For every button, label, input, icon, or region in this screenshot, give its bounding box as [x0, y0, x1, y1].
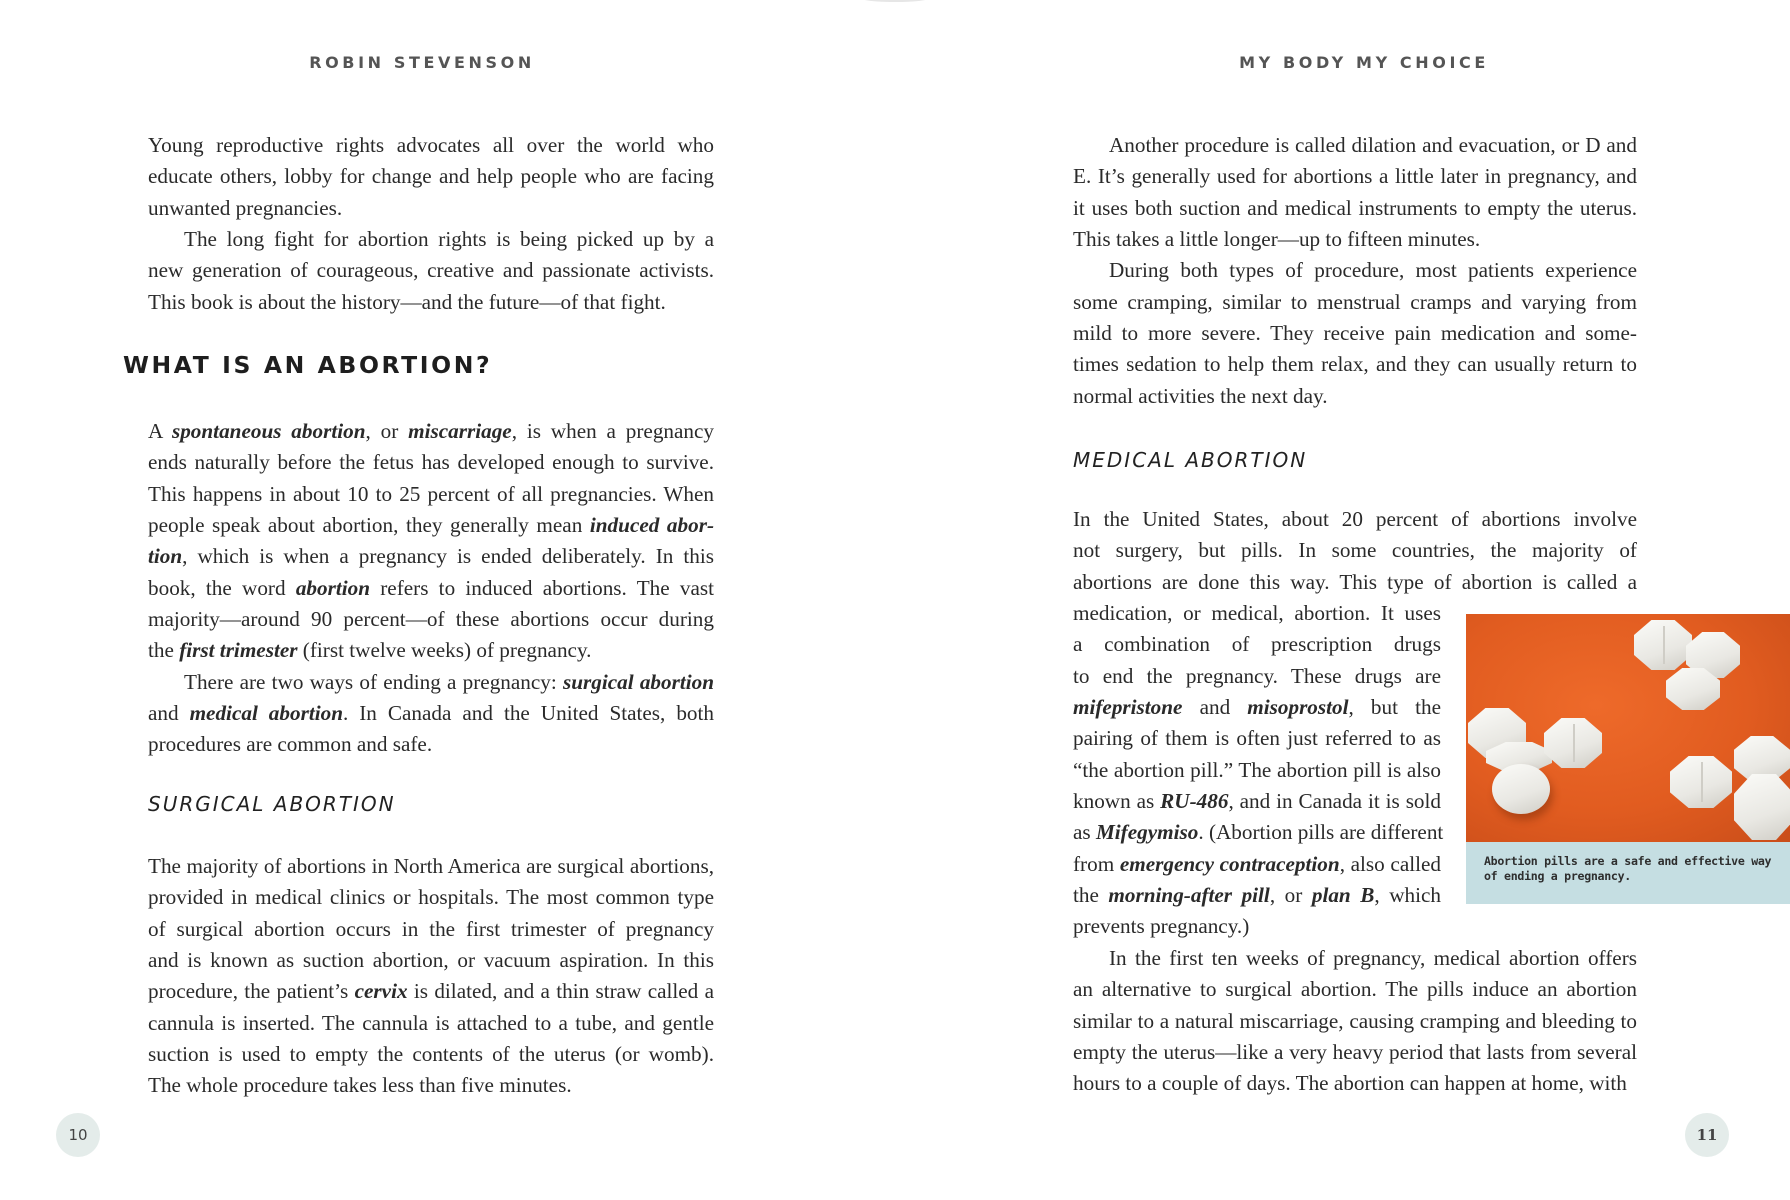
text-run: . In Canada and the United States, both: [342, 701, 714, 726]
emphasized-term: RU-486: [1160, 789, 1229, 814]
text-line: [148, 1039, 714, 1070]
text-run: and: [1182, 695, 1248, 720]
text-run: , which is when a pregnancy is ended deliberately. In this: [182, 544, 714, 569]
emphasized-term: morning-after pill: [1108, 883, 1270, 908]
emphasized-term: emergency contraception: [1119, 851, 1340, 876]
text-line: [1073, 161, 1637, 192]
text-line: [148, 416, 714, 447]
text-line: [148, 541, 714, 572]
text-line: [148, 635, 714, 666]
text-run: normal activities the next day.: [1073, 383, 1328, 408]
text-line: [1073, 974, 1637, 1005]
text-run: A: [148, 419, 172, 443]
page-number-left: 10: [56, 1113, 100, 1157]
text-line: [1073, 535, 1637, 566]
text-run: “the abortion pill.” The abortion pill is also: [1073, 757, 1441, 782]
text-line: [148, 479, 714, 510]
emphasized-term: induced abor-: [589, 513, 714, 538]
pill: [1734, 774, 1790, 840]
text-line: [1073, 755, 1441, 786]
text-run: This happens in about 10 to 25 percent of all pregnancies. When: [148, 481, 714, 506]
text-run: the: [148, 638, 180, 663]
text-line: [148, 976, 714, 1007]
emphasized-term: spontaneous abortion: [171, 419, 366, 443]
text-line: [1073, 692, 1441, 723]
text-run: majority—around 90 percent—of these abortions occur during: [148, 607, 714, 632]
book-spine-shadow: [860, 0, 930, 2]
text-run: abortions are done this way. This type of abortion is called a: [1073, 569, 1637, 594]
text-run: similar to a natural miscarriage, causing cramping and bleeding to: [1073, 1008, 1637, 1033]
text-line: [148, 573, 714, 604]
running-head-author: ROBIN STEVENSON: [309, 53, 535, 72]
text-line: [1073, 723, 1441, 754]
left-intro-text: [148, 130, 714, 318]
text-run: mild to more severe. They receive pain medication and some-: [1073, 321, 1637, 346]
text-run: suction is used to empty the contents of the uterus (or womb).: [148, 1042, 714, 1067]
text-run: This takes a little longer—up to fifteen minutes.: [1073, 227, 1481, 252]
photo-caption-box: [1466, 842, 1790, 904]
pills-photo: [1466, 614, 1790, 842]
emphasized-term: tion: [148, 544, 183, 569]
text-line: [148, 851, 714, 882]
emphasized-term: cervix: [354, 979, 408, 1004]
text-run: . (Abortion pills are different: [1198, 820, 1444, 845]
text-run: The long fight for abortion rights is being picked up by a: [184, 227, 714, 252]
text-run: unwanted pregnancies.: [148, 195, 343, 220]
text-run: Young reproductive rights advocates all over the world who: [148, 133, 714, 157]
text-line: [148, 604, 714, 635]
text-line: [1073, 943, 1637, 974]
emphasized-term: mifepristone: [1073, 695, 1183, 720]
text-run: from: [1073, 851, 1120, 876]
text-line: [148, 193, 714, 224]
text-line: [1073, 661, 1441, 692]
pill: [1634, 620, 1692, 670]
text-run: empty the uterus—like a very heavy period that lasts from several: [1073, 1039, 1637, 1064]
text-run: , and in Canada it is sold: [1228, 789, 1442, 814]
text-line: [1073, 911, 1441, 942]
text-run: provided in medical clinics or hospitals. The most common type: [148, 885, 714, 910]
text-line: [1073, 130, 1637, 161]
section-heading-what-is-abortion: WHAT IS AN ABORTION?: [123, 351, 493, 379]
text-run: This book is about the history—and the future—of that fight.: [148, 289, 666, 314]
text-line: [148, 447, 714, 478]
text-line: [1073, 224, 1637, 255]
text-run: times sedation to help them relax, and they can usually return to: [1073, 352, 1637, 377]
text-line: [148, 1008, 714, 1039]
text-run: procedure, the patient’s: [148, 979, 355, 1004]
text-line: [1073, 193, 1637, 224]
text-line: [1073, 817, 1444, 848]
text-run: (first twelve weeks) of pregnancy.: [297, 638, 592, 663]
text-run: and: [148, 701, 190, 726]
text-line: [1073, 504, 1637, 535]
text-line: [148, 161, 714, 192]
text-line: [148, 287, 714, 318]
text-run: The majority of abortions in North America are surgical abortions,: [148, 854, 714, 878]
text-run: , which: [1374, 883, 1441, 908]
text-line: [148, 882, 714, 913]
emphasized-term: surgical abortion: [562, 669, 714, 694]
text-run: , but the: [1348, 695, 1441, 720]
text-line: [148, 255, 714, 286]
text-line: [1073, 629, 1441, 660]
text-line: [1073, 786, 1441, 817]
text-line: [1073, 381, 1637, 412]
pill: [1544, 718, 1602, 768]
text-line: [148, 1070, 714, 1101]
text-run: There are two ways of ending a pregnancy:: [184, 669, 563, 694]
text-line: [1073, 1037, 1637, 1068]
text-run: of surgical abortion occurs in the first trimester of pregnancy: [148, 916, 714, 941]
text-run: an alternative to surgical abortion. The pills induce an abortion: [1073, 977, 1637, 1002]
text-run: known as: [1073, 789, 1161, 814]
text-run: it uses both suction and medical instruments to empty the uterus.: [1073, 195, 1637, 220]
emphasized-term: first trimester: [179, 638, 298, 663]
text-run: , is when a pregnancy: [511, 419, 715, 443]
text-run: a combination of prescription drugs: [1073, 632, 1441, 657]
text-line: [148, 945, 714, 976]
text-run: , also called: [1339, 851, 1441, 876]
text-run: Another procedure is called dilation and evacuation, or D and: [1109, 133, 1637, 157]
text-run: educate others, lobby for change and help people who are facing: [148, 164, 714, 189]
text-line: [1073, 880, 1441, 911]
text-line: [1073, 255, 1637, 286]
text-run: and is known as suction abortion, or vacuum aspiration. In this: [148, 948, 714, 973]
subheading-medical-abortion: MEDICAL ABORTION: [1073, 448, 1308, 472]
pill: [1670, 756, 1732, 808]
text-run: is dilated, and a thin straw called a: [407, 979, 714, 1004]
text-line: [1073, 849, 1441, 880]
text-run: In the United States, about 20 percent of abortions involve: [1073, 507, 1637, 531]
left-definition-text: [148, 416, 714, 761]
emphasized-term: misoprostol: [1247, 695, 1349, 720]
text-line: [148, 667, 714, 698]
text-run: people speak about abortion, they generally mean: [148, 513, 590, 538]
text-line: [1073, 1068, 1637, 1099]
text-run: ends naturally before the fetus has developed enough to survive.: [148, 450, 714, 475]
text-run: to end the pregnancy. These drugs are: [1073, 663, 1441, 688]
text-run: book, the word: [148, 575, 296, 600]
pill: [1492, 764, 1550, 814]
emphasized-term: abortion: [295, 575, 370, 600]
text-run: cannula is inserted. The cannula is attached to a tube, and gentle: [148, 1010, 714, 1035]
text-line: [1073, 598, 1441, 629]
text-line: [1073, 1006, 1637, 1037]
text-line: [1073, 349, 1637, 380]
text-run: new generation of courageous, creative and passionate activists.: [148, 258, 714, 283]
text-line: [148, 224, 714, 255]
text-run: not surgery, but pills. In some countries, the majority of: [1073, 538, 1637, 563]
text-run: the: [1073, 883, 1109, 908]
text-run: as: [1073, 820, 1096, 845]
text-line: [148, 729, 714, 760]
text-line: [1073, 318, 1637, 349]
left-surgical-text: [148, 851, 714, 1102]
text-run: , or: [1269, 883, 1312, 908]
emphasized-term: miscarriage: [408, 419, 512, 443]
text-run: The whole procedure takes less than five minutes.: [148, 1073, 572, 1098]
text-line: [148, 130, 714, 161]
text-run: some cramping, similar to menstrual cramps and varying from: [1073, 289, 1637, 314]
emphasized-term: medical abortion: [189, 701, 343, 726]
text-run: During both types of procedure, most patients experience: [1109, 258, 1637, 283]
text-line: [148, 698, 714, 729]
page-number-right: 11: [1685, 1113, 1729, 1157]
emphasized-term: Mifegymiso: [1095, 820, 1199, 845]
text-run: , or: [365, 419, 409, 443]
text-run: pairing of them is often just referred to as: [1073, 726, 1441, 751]
text-run: prevents pregnancy.): [1073, 914, 1250, 939]
text-run: hours to a couple of days. The abortion can happen at home, with: [1073, 1071, 1627, 1096]
text-run: medication, or medical, abortion. It uses: [1073, 601, 1441, 626]
right-procedure-text: [1073, 130, 1637, 412]
photo-caption: Abortion pills are a safe and effective way of ending a pregnancy.: [1484, 854, 1772, 883]
text-line: [148, 510, 714, 541]
emphasized-term: plan B: [1311, 883, 1375, 908]
text-run: In the first ten weeks of pregnancy, medical abortion offers: [1109, 945, 1637, 970]
running-head-title: MY BODY MY CHOICE: [1239, 53, 1489, 72]
text-line: [148, 914, 714, 945]
text-line: [1073, 567, 1637, 598]
text-run: E. It’s generally used for abortions a little later in pregnancy, and: [1073, 164, 1637, 189]
subheading-surgical-abortion: SURGICAL ABORTION: [148, 792, 396, 816]
text-line: [1073, 287, 1637, 318]
text-run: procedures are common and safe.: [148, 732, 433, 757]
text-run: refers to induced abortions. The vast: [370, 575, 715, 600]
